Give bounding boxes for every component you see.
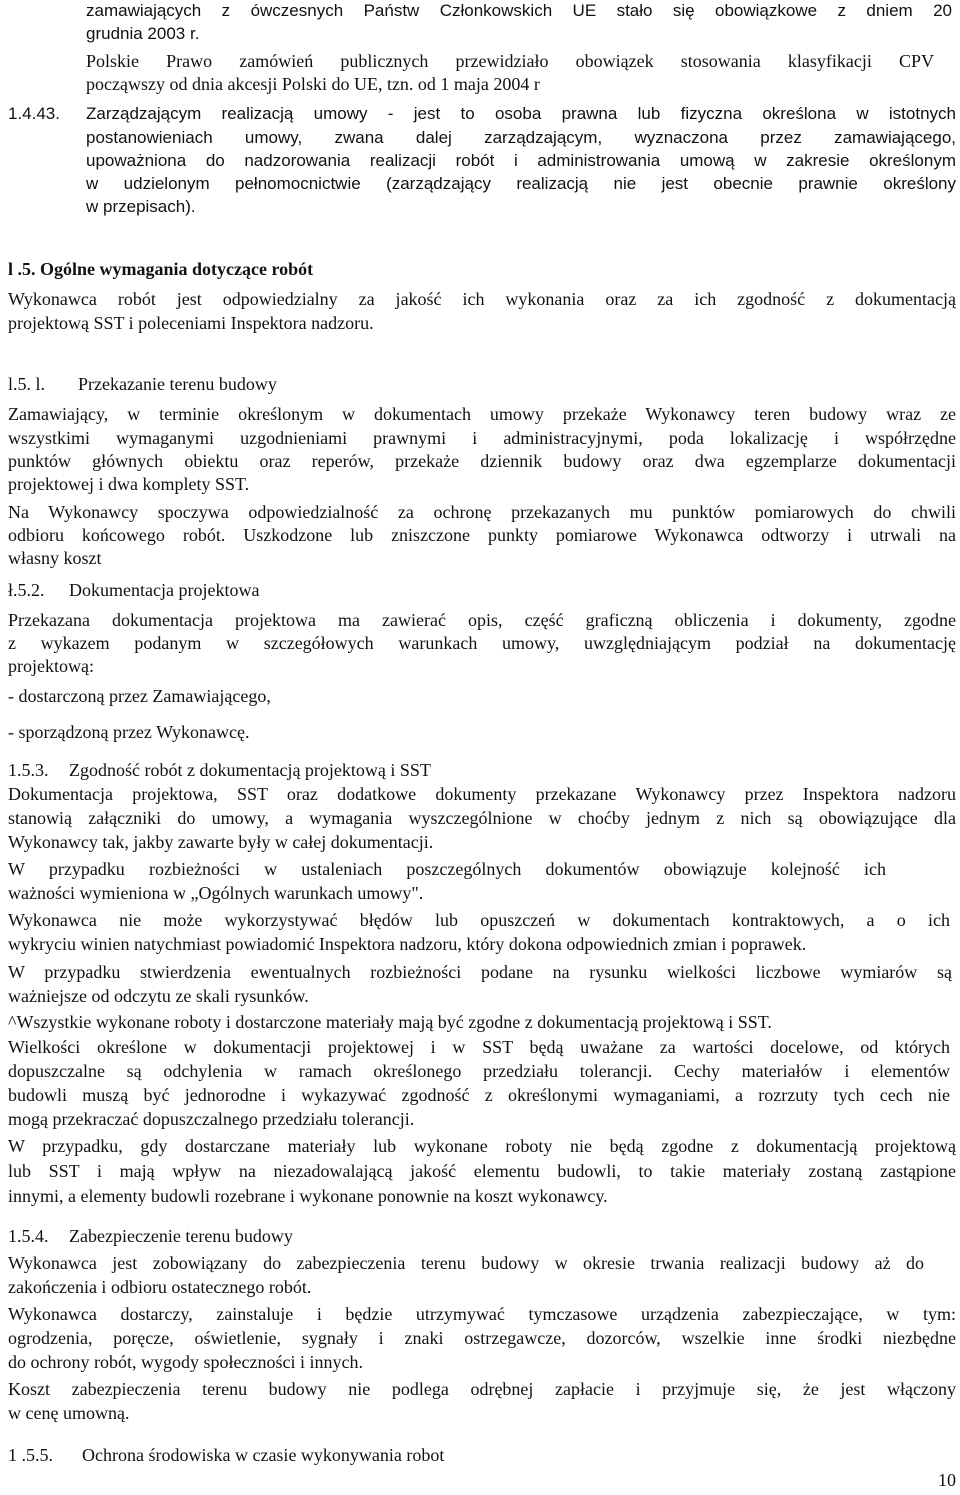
subsection-number: 1.5.3. [8, 760, 49, 780]
text-line: Dokumentacja projektowa, SST oraz dodatkowe dokumenty przekazane Wykonawcy przez Inspektora nadzoru [8, 784, 956, 804]
subsection-title: Zabezpieczenie terenu budowy [69, 1226, 293, 1246]
text-line: Przekazana dokumentacja projektowa ma zawierać opis, część graficzną obliczenia i dokumenty, zgodne [8, 610, 956, 630]
subsection-title: Ochrona środowiska w czasie wykonywania robot [82, 1445, 445, 1465]
text-line: Wykonawca nie może wykorzystywać błędów lub opuszczeń w dokumentach kontraktowych, a o ich [8, 910, 950, 930]
text-line: w przepisach). [86, 197, 196, 216]
text-line: W przypadku, gdy dostarczane materiały lub wykonane roboty nie będą zgodne z dokumentacją projektową [8, 1136, 956, 1156]
text-line: punktów głównych obiektu oraz reperów, przekaże dziennik budowy oraz dwa egzemplarze dokumentacji [8, 451, 956, 471]
text-line: wszystkimi wymaganymi uzgodnieniami prawnymi i administracyjnymi, poda lokalizację i współrzędne [8, 428, 956, 448]
subsection-title: Dokumentacja projektowa [69, 580, 260, 600]
text-line: dopuszczalne są odchylenia w ramach określonego przedziału tolerancji. Cechy materiałów i elementów [8, 1061, 950, 1081]
page-number: 10 [938, 1470, 956, 1490]
list-item: - sporządzoną przez Wykonawcę. [8, 722, 250, 742]
text-line: Wykonawca dostarczy, zainstaluje i będzie utrzymywać tymczasowe urządzenia zabezpieczające, w tym: [8, 1304, 956, 1324]
text-line: ^Wszystkie wykonane roboty i dostarczone materiały mają być zgodne z dokumentacją projektową i SST. [8, 1012, 772, 1032]
text-line: projektowej i dwa komplety SST. [8, 474, 250, 494]
text-line: upoważniona do nadzorowania realizacji robót i administrowania umową w zakresie określonym [86, 151, 956, 170]
text-line: innymi, a elementy budowli rozebrane i wykonane ponownie na koszt wykonawcy. [8, 1186, 608, 1206]
text-line: grudnia 2003 r. [86, 24, 200, 43]
text-line: do ochrony robót, wygody społeczności i innych. [8, 1352, 363, 1372]
text-line: Zarządzającym realizacją umowy - jest to osoba prawna lub fizyczna określona w istotnych [86, 104, 956, 123]
subsection-number: ł.5.2. [8, 580, 45, 600]
text-line: Koszt zabezpieczenia terenu budowy nie podlega odrębnej zapłacie i przyjmuje się, że jest włączony [8, 1379, 956, 1399]
text-line: ważności wymieniona w „Ogólnych warunkach umowy". [8, 883, 424, 903]
definition-number: 1.4.43. [8, 104, 60, 123]
subsection-number: 1 .5.5. [8, 1445, 53, 1465]
text-line: Wielkości określone w dokumentacji projektowej i w SST będą uważane za wartości docelowe, od których [8, 1037, 950, 1057]
text-line: zakończenia i odbioru ostatecznego robót. [8, 1277, 312, 1297]
text-line: ważniejsze od odczytu ze skali rysunków. [8, 986, 309, 1006]
text-line: własny koszt [8, 548, 102, 568]
text-line: W przypadku stwierdzenia ewentualnych rozbieżności podane na rysunku wielkości liczbowe wymiarów są [8, 962, 952, 982]
text-line: odbioru końcowego robót. Uszkodzone lub zniszczone punkty pomiarowe Wykonawca odtworzy i utrwali na [8, 525, 956, 545]
text-line: Polskie Prawo zamówień publicznych przewidziało obowiązek stosowania klasyfikacji CPV [86, 51, 934, 71]
text-line: Wykonawca jest zobowiązany do zabezpieczenia terenu budowy w okresie trwania realizacji budowy aż do [8, 1253, 924, 1273]
text-line: począwszy od dnia akcesji Polski do UE, tzn. od 1 maja 2004 r [86, 74, 540, 94]
text-line: lub SST i mają wpływ na niezadowalającą jakość elementu budowli, to takie materiały zostaną zastąpione [8, 1161, 956, 1181]
text-line: stanowią załączniki do umowy, a wymagania wyszczególnione w choćby jednym z nich są obowiązujące dla [8, 808, 956, 828]
text-line: mogą przekraczać dopuszczalnego przedziału tolerancji. [8, 1109, 415, 1129]
text-line: projektową SST i poleceniami Inspektora nadzoru. [8, 313, 374, 333]
text-line: Wykonawca robót jest odpowiedzialny za jakość ich wykonania oraz za ich zgodność z dokumentacją [8, 289, 956, 309]
text-line: projektową: [8, 656, 94, 676]
subsection-title: Przekazanie terenu budowy [78, 374, 277, 394]
subsection-number: l.5. l. [8, 374, 46, 394]
list-item: - dostarczoną przez Zamawiającego, [8, 686, 271, 706]
text-line: w cenę umowną. [8, 1403, 130, 1423]
subsection-title: Zgodność robót z dokumentacją projektową i SST [69, 760, 431, 780]
text-line: postanowieniach umowy, zwana dalej zarządzającym, wyznaczona przez zamawiającego, [86, 128, 956, 147]
section-heading: l .5. Ogólne wymagania dotyczące robót [8, 259, 314, 279]
text-line: Wykonawcy tak, jakby zawarte były w całej dokumentacji. [8, 832, 434, 852]
text-line: wykryciu winien natychmiast powiadomić Inspektora nadzoru, który dokona odpowiednich zmian i poprawek. [8, 934, 807, 954]
text-line: z wykazem podanym w szczegółowych warunkach umowy, uwzględniającym podział na dokumentację [8, 633, 956, 653]
text-line: Zamawiający, w terminie określonym w dokumentach umowy przekaże Wykonawcy teren budowy wraz ze [8, 404, 956, 424]
text-line: ogrodzenia, poręcze, oświetlenie, sygnały i znaki ostrzegawcze, dozorców, wszelkie inne środki niezbędne [8, 1328, 956, 1348]
text-line: w udzielonym pełnomocnictwie (zarządzający realizacją nie jest obecnie prawnie określony [86, 174, 956, 193]
text-line: Na Wykonawcy spoczywa odpowiedzialność za ochronę przekazanych mu punktów pomiarowych do chwili [8, 502, 956, 522]
text-line: budowli muszą być jednorodne i wykazywać zgodność z określonymi wymaganiami, a rozrzuty tych cech nie [8, 1085, 950, 1105]
text-line: zamawiających z ówczesnych Państw Członkowskich UE stało się obowiązkowe z dniem 20 [86, 1, 952, 20]
text-line: W przypadku rozbieżności w ustaleniach poszczególnych dokumentów obowiązuje kolejność ich [8, 859, 886, 879]
subsection-number: 1.5.4. [8, 1226, 49, 1246]
